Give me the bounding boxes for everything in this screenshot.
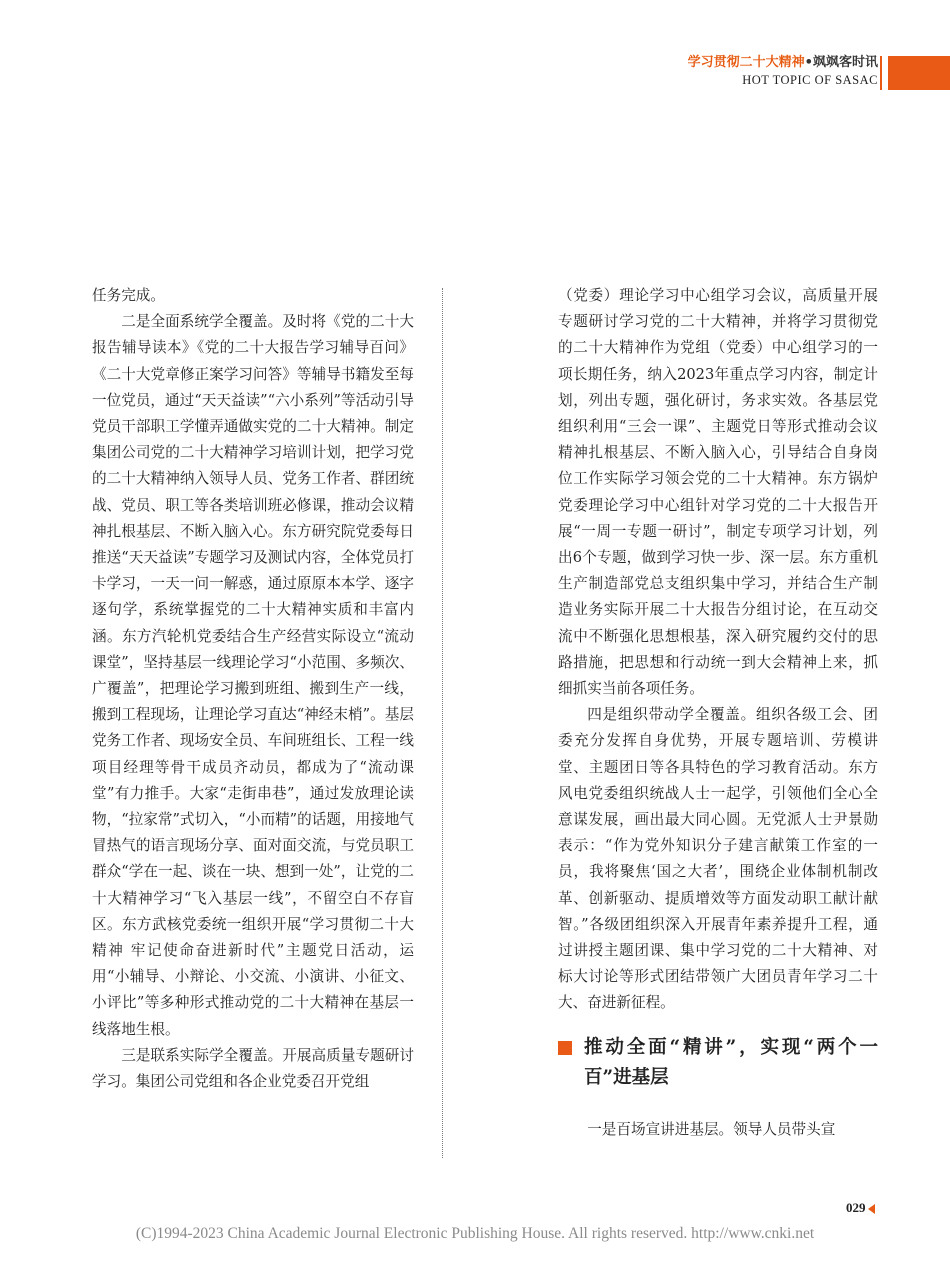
right-paragraph-1: （党委）理论学习中心组学习会议，高质量开展专题研讨学习党的二十大精神，并将学习贯彻党的二十大精神作为党组（党委）中心组学习的一项长期任务，纳入2023年重点学习内容，制定计划，列出专题，强化研讨，务求实效。各基层党组织利用“三会一课”、主题党日等形式推动会议精神扎根基层、不断入脑入心，引导结合自身岗位工作实际学习领会党的二十大精神。东方锅炉党委理论学习中心组针对学习党的二十大报告开展“一周一专题一研讨”，制定专项学习计划，列出6个专题，做到学习快一步、深一层。东方重机生产制造部党总支组织集中学习，并结合生产制造业务实际开展二十大报告分组讨论，在互动交流中不断强化思想根基，深入研究履约交付的思路措施，把思想和行动统一到大会精神上来，抓细抓实当前各项任务。: [558, 287, 878, 698]
right-paragraph-3: 一是百场宣讲进基层。领导人员带头宣: [587, 1120, 836, 1138]
header-title-dot: •: [804, 55, 813, 70]
left-paragraph-2: 二是全面系统学全覆盖。及时将《党的二十大报告辅导读本》《党的二十大报告学习辅导百问》《二十大党章修正案学习问答》等辅导书籍发至每一位党员，通过“天天益读”“六小系列”等活动引导党员干部职工学懂弄通做实党的二十大精神。制定集团公司党的二十大精神学习培训计划，把学习党的二十大精神纳入领导人员、党务工作者、群团统战、党员、职工等各类培训班必修课，推动会议精神扎根基层、不断入脑入心。东方研究院党委每日推送“天天益读”专题学习及测试内容，全体党员打卡学习，一天一问一解惑，通过原原本本学、逐字逐句学，系统掌握党的二十大精神实质和丰富内涵。东方汽轮机党委结合生产经营实际设立“流动课堂”，坚持基层一线理论学习“小范围、多频次、广覆盖”，把理论学习搬到班组、搬到生产一线，搬到工程现场，让理论学习直达“神经末梢”。基层党务工作者、现场安全员、车间班组长、工程一线项目经理等骨干成员齐动员，都成为了“流动课堂”有力推手。大家“走街串巷”，通过发放理论读物，“拉家常”式切入，“小而精”的话题，用接地气冒热气的语言现场分享、面对面交流，与党员职工群众“学在一起、谈在一块、想到一处”，让党的二十大精神学习“飞入基层一线”，不留空白不存盲区。东方武核党委统一组织开展“学习贯彻二十大精神 牢记使命奋进新时代”主题党日活动，运用“小辅导、小辩论、小交流、小演讲、小征文、小评比”等多种形式推动党的二十大精神在基层一线落地生根。: [92, 313, 414, 1038]
header-subtitle: HOT TOPIC OF SASAC: [742, 73, 878, 87]
header-accent-bar: [888, 56, 950, 90]
left-column: [92, 283, 414, 1095]
header-title-highlight: 学习贯彻二十大精神: [687, 55, 805, 70]
triangle-left-icon: [868, 1204, 875, 1214]
page-number: [846, 1200, 875, 1216]
left-paragraph-1: 任务完成。: [92, 287, 165, 304]
right-column: [558, 283, 878, 1143]
header-text: [688, 54, 878, 88]
column-divider: [442, 288, 443, 1158]
section-heading: [558, 1033, 878, 1093]
heading-square-icon: [558, 1041, 572, 1055]
header-title-rest: 飒飒客时讯: [812, 55, 878, 70]
section-heading-text: 推动全面“精讲”，实现“两个一百”进基层: [584, 1036, 878, 1088]
page-number-text: 029: [846, 1200, 866, 1215]
header-title: [688, 54, 878, 72]
left-paragraph-3: 三是联系实际学全覆盖。开展高质量专题研讨学习。集团公司党组和各企业党委召开党组: [92, 1046, 414, 1091]
header-separator: [880, 56, 882, 90]
copyright-footer: (C)1994-2023 China Academic Journal Electronic Publishing House. All rights reserved. http://www.cnki.net: [135, 1225, 815, 1242]
right-paragraph-2: 四是组织带动学全覆盖。组织各级工会、团委充分发挥自身优势，开展专题培训、劳模讲堂、主题团日等各具特色的学习教育活动。东方风电党委组织统战人士一起学，引领他们全心全意谋发展，画出最大同心圆。无党派人士尹景勋表示：“作为党外知识分子建言献策工作室的一员，我将聚焦‘国之大者’，围绕企业体制机制改革、创新驱动、提质增效等方面发动职工献计献智。”各级团组织深入开展青年素养提升工程，通过讲授主题团课、集中学习党的二十大精神、对标大讨论等形式团结带领广大团员青年学习二十大、奋进新征程。: [558, 706, 878, 1012]
